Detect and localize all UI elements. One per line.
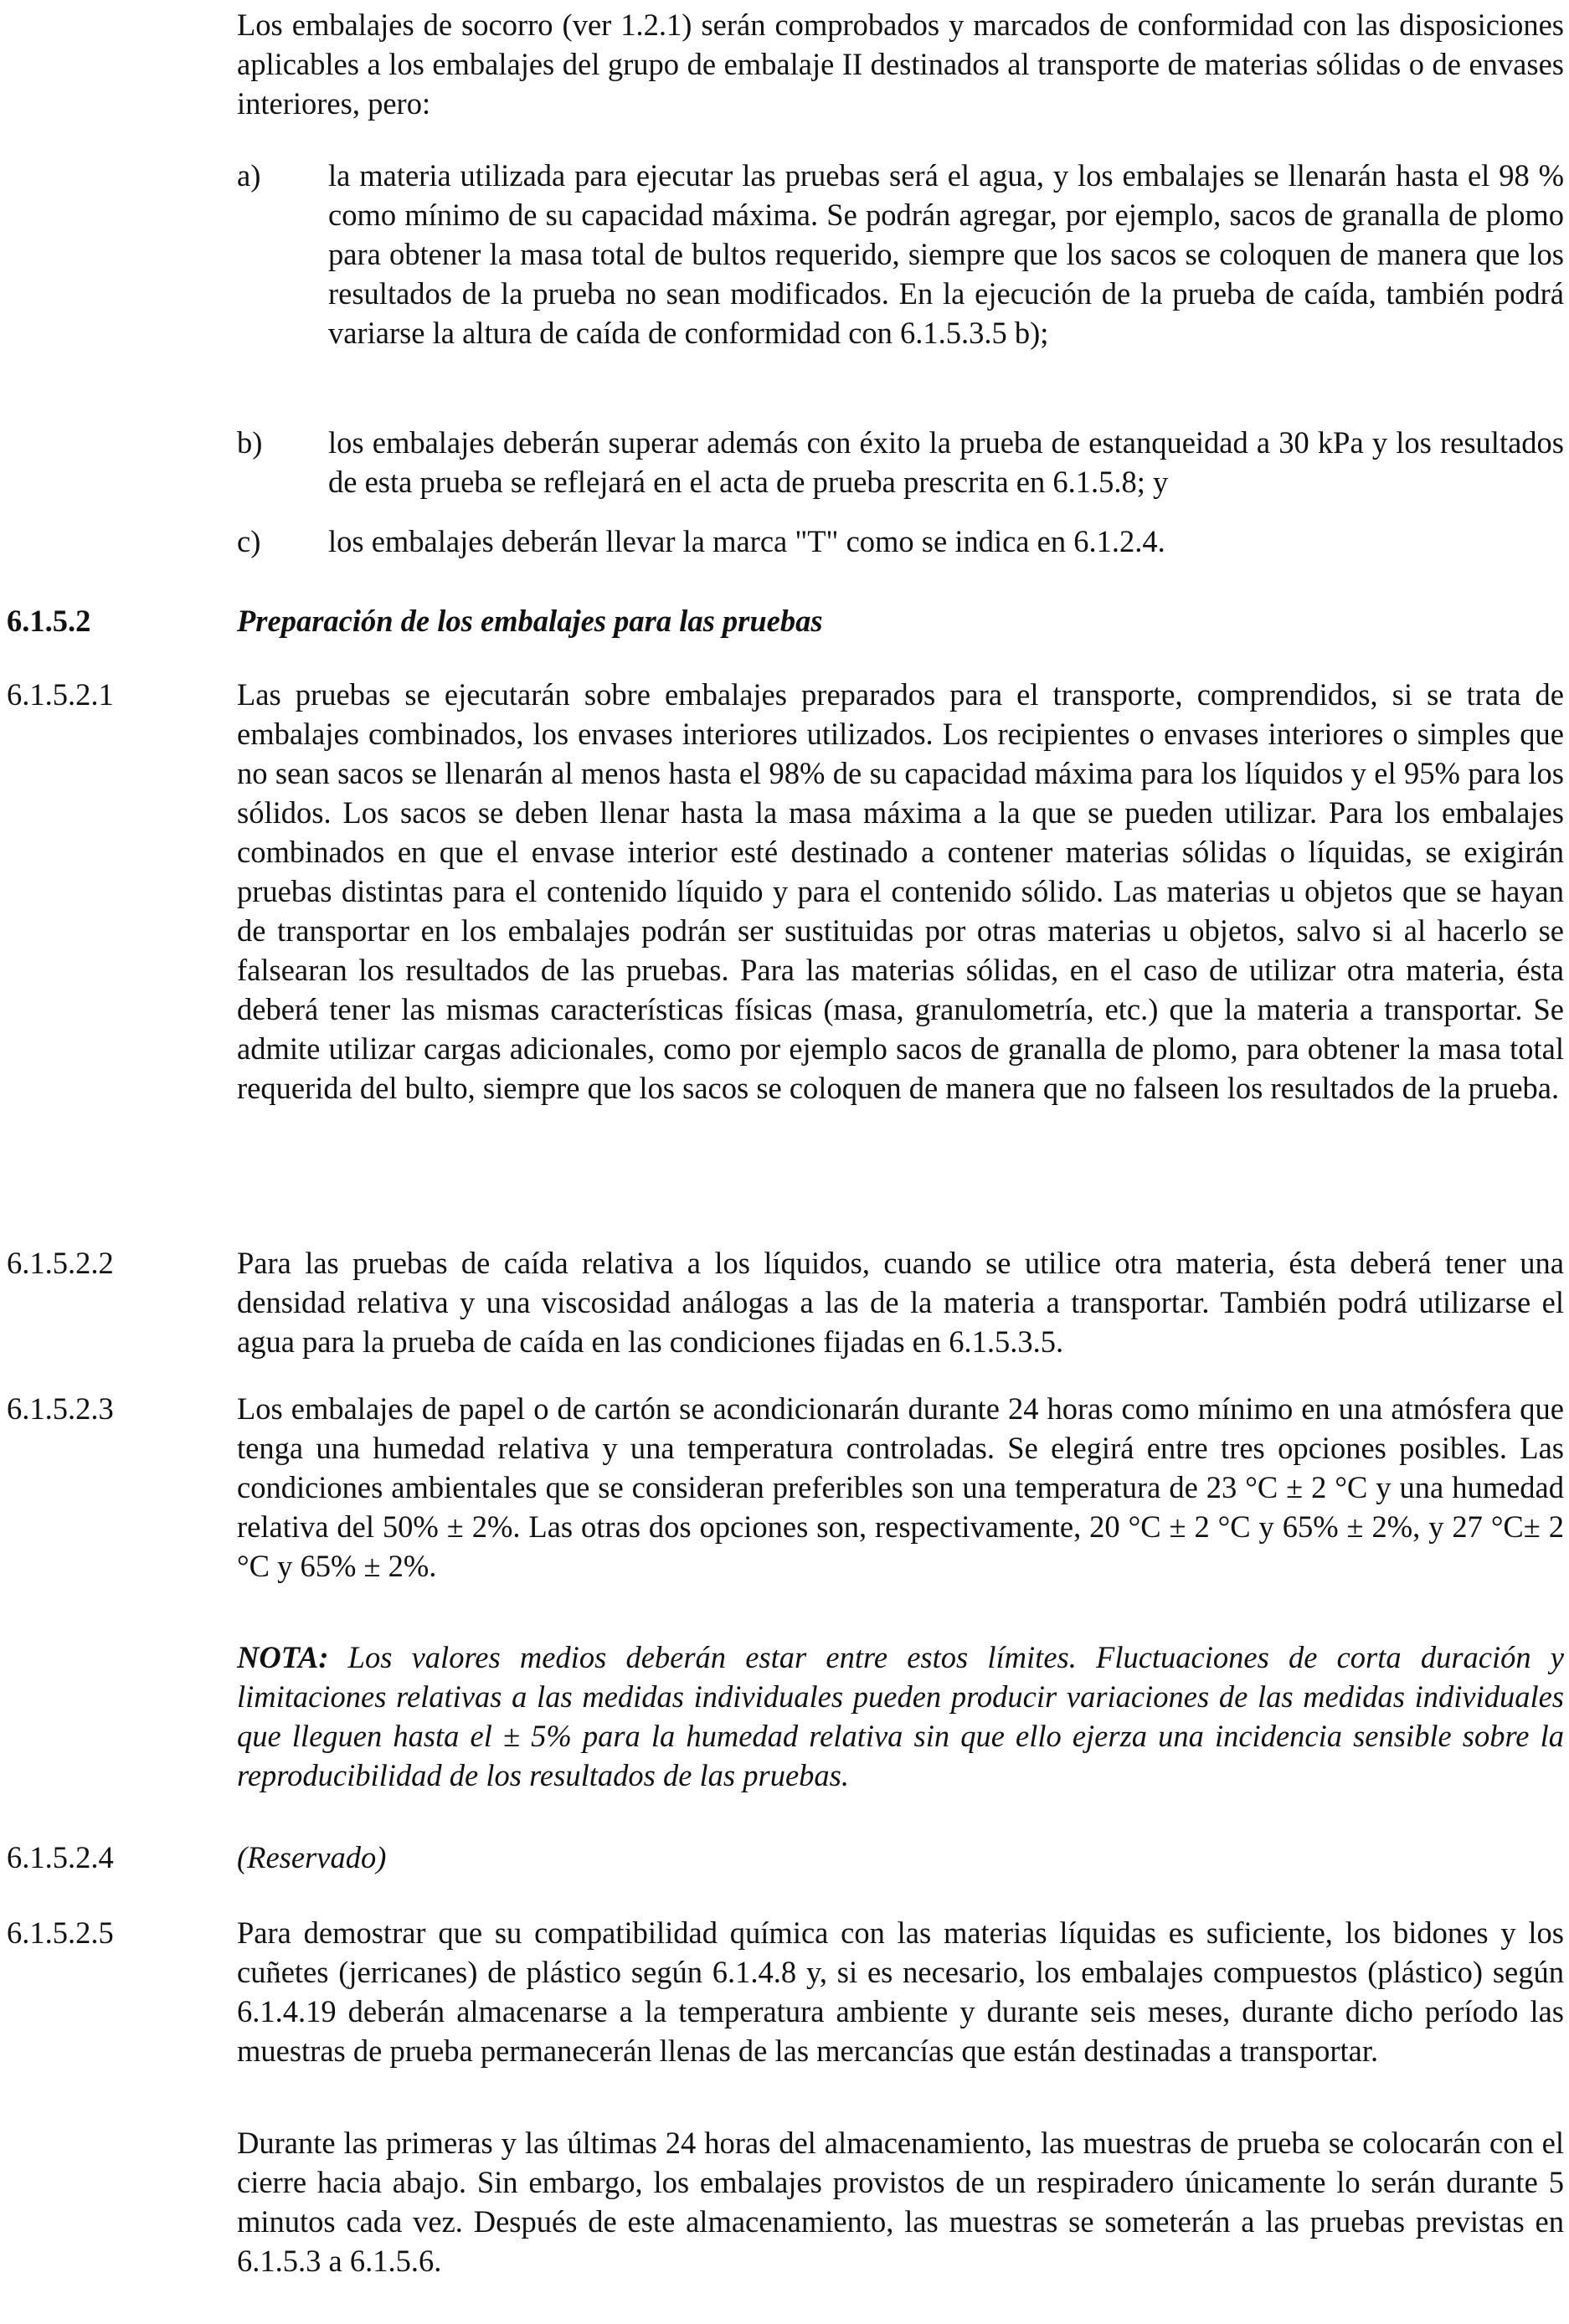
intro-paragraph: Los embalajes de socorro (ver 1.2.1) serán comprobados y marcados de conformidad con las disposiciones aplicables a los embalajes del grupo de embalaje II destinados al transporte de materias sólidas o de envases interiores, pero:	[237, 8, 1564, 121]
list-item-b: los embalajes deberán superar además con éxito la prueba de estanqueidad a 30 kPa y los resultados de esta prueba se reflejará en el acta de prueba prescrita en 6.1.5.8; y	[328, 425, 1564, 499]
note-text: Los valores medios deberán estar entre estos límites. Fluctuaciones de corta duración y limitaciones relativas a las medidas individuales pueden producir variaciones de las medidas individuales que lleguen hasta el ± 5% para la humedad relativa sin que ello ejerza una incidencia sensible sobre la reproducibilidad de los resultados de las pruebas.	[237, 1640, 1564, 1792]
list-label-c: c)	[237, 524, 261, 558]
subsection-text-5-continued: Durante las primeras y las últimas 24 horas del almacenamiento, las muestras de prueba se colocarán con el cierre hacia abajo. Sin embargo, los embalajes provistos de un respiradero únicamente lo serán durante 5 minutos cada vez. Después de este almacenamiento, las muestras se someterán a las pruebas previstas en 6.1.5.3 a 6.1.5.6.	[237, 2126, 1564, 2278]
subsection-text-2: Para las pruebas de caída relativa a los líquidos, cuando se utilice otra materia, ésta deberá tener una densidad relativa y una viscosidad análogas a las de la materia a transportar. También podrá utilizarse el agua para la prueba de caída en las condiciones fijadas en 6.1.5.3.5.	[237, 1246, 1564, 1359]
subsection-text-3: Los embalajes de papel o de cartón se acondicionarán durante 24 horas como mínimo en una atmósfera que tenga una humedad relativa y una temperatura controladas. Se elegirá entre tres opciones posibles. Las condiciones ambientales que se consideran preferibles son una temperatura de 23 °C ± 2 °C y una humedad relativa del 50% ± 2%. Las otras dos opciones son, respectivamente, 20 °C ± 2 °C y 65% ± 2%, y 27 °C± 2 °C y 65% ± 2%.	[237, 1391, 1564, 1583]
note-label: NOTA:	[237, 1640, 329, 1674]
list-label-b: b)	[237, 425, 263, 460]
list-label-a: a)	[237, 158, 261, 193]
list-item-c: los embalajes deberán llevar la marca "T" como se indica en 6.1.2.4.	[328, 524, 1165, 558]
note-paragraph	[237, 1638, 1564, 1795]
subsection-text-5: Para demostrar que su compatibilidad química con las materias líquidas es suficiente, los bidones y los cuñetes (jerricanes) de plástico según 6.1.4.8 y, si es necesario, los embalajes compuestos (plástico) según 6.1.4.19 deberán almacenarse a la temperatura ambiente y durante seis meses, durante dicho período las muestras de prueba permanecerán llenas de las mercancías que están destinadas a transportar.	[237, 1915, 1564, 2068]
subsection-number-5: 6.1.5.2.5	[7, 1915, 114, 1950]
subsection-text-1: Las pruebas se ejecutarán sobre embalajes preparados para el transporte, comprendidos, si se trata de embalajes combinados, los envases interiores utilizados. Los recipientes o envases interiores o simples que no sean sacos se llenarán al menos hasta el 98% de su capacidad máxima para los líquidos y el 95% para los sólidos. Los sacos se deben llenar hasta la masa máxima a la que se pueden utilizar. Para los embalajes combinados en que el envase interior esté destinado a contener materias sólidas o líquidas, se exigirán pruebas distintas para el contenido líquido y para el contenido sólido. Las materias u objetos que se hayan de transportar en los embalajes podrán ser sustituidas por otras materias u objetos, salvo si al hacerlo se falsearan los resultados de las pruebas. Para las materias sólidas, en el caso de utilizar otra materia, ésta deberá tener las mismas características físicas (masa, granulometría, etc.) que la materia a transportar. Se admite utilizar cargas adicionales, como por ejemplo sacos de granalla de plomo, para obtener la masa total requerida del bulto, siempre que los sacos se coloquen de manera que no falseen los resultados de la prueba.	[237, 677, 1564, 1105]
subsection-number-3: 6.1.5.2.3	[7, 1391, 114, 1426]
section-title: Preparación de los embalajes para las pruebas	[237, 604, 823, 638]
subsection-text-4: (Reservado)	[237, 1840, 387, 1874]
list-item-a: la materia utilizada para ejecutar las pruebas será el agua, y los embalajes se llenarán hasta el 98 % como mínimo de su capacidad máxima. Se podrán agregar, por ejemplo, sacos de granalla de plomo para obtener la masa total de bultos requerido, siempre que los sacos se coloquen de manera que los resultados de la prueba no sean modificados. En la ejecución de la prueba de caída, también podrá variarse la altura de caída de conformidad con 6.1.5.3.5 b);	[328, 158, 1564, 350]
subsection-number-2: 6.1.5.2.2	[7, 1246, 114, 1280]
subsection-number-1: 6.1.5.2.1	[7, 677, 114, 712]
subsection-number-4: 6.1.5.2.4	[7, 1840, 114, 1874]
section-number: 6.1.5.2	[7, 604, 91, 638]
